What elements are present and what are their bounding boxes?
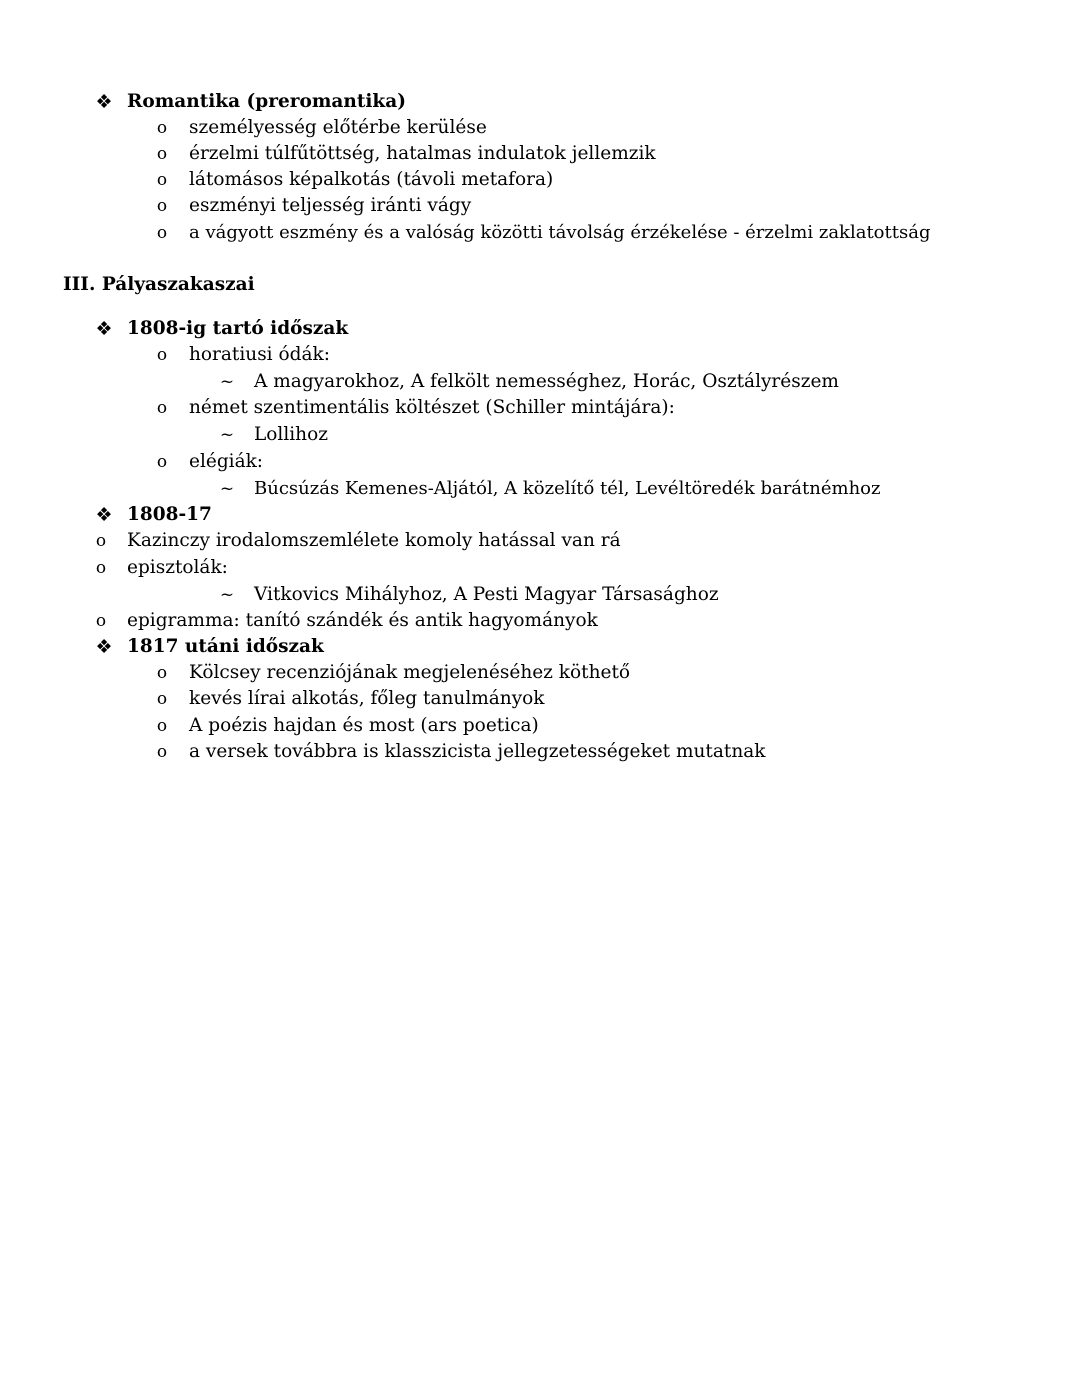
period-title: 1808-17 (127, 504, 212, 525)
list-item-text: epigramma: tanító szándék és antik hagyományok (127, 610, 598, 631)
diamond-bullet-icon: ❖ (95, 91, 113, 113)
list-item-text: Kölcsey recenziójának megjelenéséhez köthető (189, 662, 631, 683)
list-item-text: érzelmi túlfűtöttség, hatalmas indulatok jellemzik (189, 143, 656, 164)
diamond-bullet-icon: ❖ (95, 318, 113, 340)
list-item-text: a versek továbbra is klasszicista jellegzetességeket mutatnak (189, 741, 766, 762)
circle-bullet-icon: o (156, 223, 168, 243)
list-item-text: német szentimentális költészet (Schiller mintájára): (189, 397, 675, 418)
list-item-text: kevés lírai alkotás, főleg tanulmányok (189, 688, 545, 709)
list-item-text: episztolák: (127, 557, 228, 578)
section-title: Romantika (preromantika) (127, 91, 406, 112)
list-item-text: eszményi teljesség iránti vágy (189, 195, 472, 216)
circle-bullet-icon: o (95, 558, 107, 578)
sub-list-item-text: Vitkovics Mihályhoz, A Pesti Magyar Társasághoz (254, 584, 719, 605)
circle-bullet-icon: o (156, 118, 168, 138)
list-item-text: horatiusi ódák: (189, 344, 330, 365)
circle-bullet-icon: o (95, 611, 107, 631)
list-item-text: Kazinczy irodalomszemlélete komoly hatással van rá (127, 530, 621, 551)
list-item-text: személyesség előtérbe kerülése (189, 117, 487, 138)
sub-list-item-text: A magyarokhoz, A felkölt nemességhez, Horác, Osztályrészem (254, 371, 839, 392)
circle-bullet-icon: o (156, 398, 168, 418)
tilde-bullet-icon: ~ (219, 425, 235, 445)
sub-list-item-text: Búcsúzás Kemenes-Aljától, A közelítő tél, Levéltöredék barátnémhoz (254, 478, 881, 499)
circle-bullet-icon: o (156, 144, 168, 164)
circle-bullet-icon: o (156, 170, 168, 190)
circle-bullet-icon: o (95, 531, 107, 551)
circle-bullet-icon: o (156, 689, 168, 709)
circle-bullet-icon: o (156, 663, 168, 683)
circle-bullet-icon: o (156, 196, 168, 216)
list-item-text: a vágyott eszmény és a valóság közötti távolság érzékelése - érzelmi zaklatottság (189, 222, 931, 243)
circle-bullet-icon: o (156, 742, 168, 762)
section-heading: III. Pályaszakaszai (63, 274, 255, 295)
diamond-bullet-icon: ❖ (95, 636, 113, 658)
diamond-bullet-icon: ❖ (95, 504, 113, 526)
circle-bullet-icon: o (156, 452, 168, 472)
circle-bullet-icon: o (156, 716, 168, 736)
period-title: 1808-ig tartó időszak (127, 318, 349, 339)
tilde-bullet-icon: ~ (219, 372, 235, 392)
tilde-bullet-icon: ~ (219, 479, 235, 499)
list-item-text: A poézis hajdan és most (ars poetica) (189, 715, 539, 736)
circle-bullet-icon: o (156, 345, 168, 365)
tilde-bullet-icon: ~ (219, 585, 235, 605)
list-item-text: látomásos képalkotás (távoli metafora) (189, 169, 554, 190)
list-item-text: elégiák: (189, 451, 264, 472)
sub-list-item-text: Lollihoz (254, 424, 328, 445)
period-title: 1817 utáni időszak (127, 636, 324, 657)
